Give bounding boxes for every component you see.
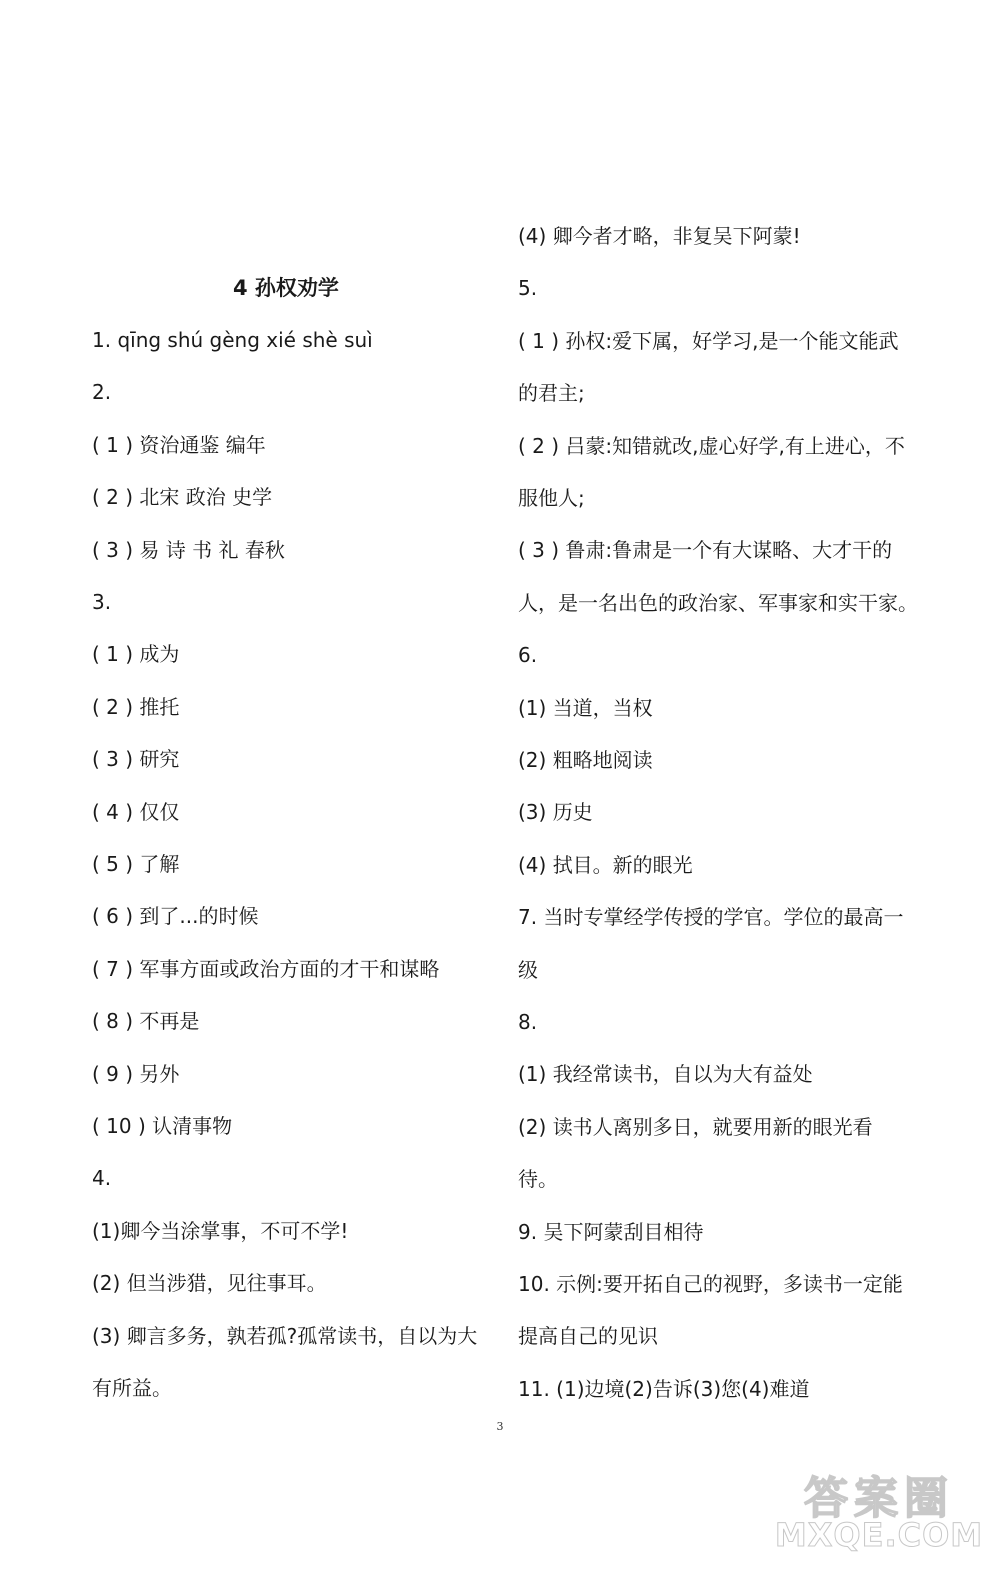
answer-line: ( 10 ) 认清事物 <box>92 1114 233 1138</box>
answer-line: ( 3 ) 易 诗 书 礼 春秋 <box>92 538 285 562</box>
answer-line: ( 8 ) 不再是 <box>92 1009 200 1033</box>
answer-line: ( 6 ) 到了...的时候 <box>92 904 259 928</box>
answer-line: ( 2 ) 吕蒙:知错就改,虚心好学,有上进心，不 <box>518 434 905 458</box>
answer-line: 11. (1)边境(2)告诉(3)您(4)难道 <box>518 1377 810 1401</box>
answer-line: 3. <box>92 590 112 614</box>
answer-line: 待。 <box>518 1167 558 1191</box>
answer-line: ( 1 ) 孙权:爱下属，好学习,是一个能文能武 <box>518 329 899 353</box>
answer-line: 有所益。 <box>92 1376 172 1400</box>
answer-line: ( 2 ) 北宋 政治 史学 <box>92 485 273 509</box>
page-number: 3 <box>496 1420 504 1433</box>
answer-line: 1. qīng shú gèng xié shè suì <box>92 328 373 352</box>
answer-line: 级 <box>518 958 538 982</box>
answer-line: (2) 读书人离别多日，就要用新的眼光看 <box>518 1115 873 1139</box>
answer-line: 人，是一名出色的政治家、军事家和实干家。 <box>518 591 918 615</box>
answer-line: 2. <box>92 380 112 404</box>
answer-line: ( 4 ) 仅仅 <box>92 800 180 824</box>
answer-line: 6. <box>518 643 538 667</box>
answer-line: 的君主; <box>518 381 585 405</box>
answer-line: ( 3 ) 鲁肃:鲁肃是一个有大谋略、大才干的 <box>518 538 893 562</box>
watermark <box>768 1462 990 1562</box>
answer-line: (4) 拭目。新的眼光 <box>518 853 693 877</box>
answer-line: ( 1 ) 资治通鉴 编年 <box>92 433 266 457</box>
answer-line: (2) 但当涉猎，见往事耳。 <box>92 1271 327 1295</box>
answer-line: 10. 示例:要开拓自己的视野，多读书一定能 <box>518 1272 903 1296</box>
answer-line: 4. <box>92 1166 112 1190</box>
answer-line: 9. 吴下阿蒙刮目相待 <box>518 1220 704 1244</box>
answer-line: (2) 粗略地阅读 <box>518 748 653 772</box>
answer-line: (1) 我经常读书，自以为大有益处 <box>518 1062 813 1086</box>
answer-line: 8. <box>518 1010 538 1034</box>
answer-line: 服他人; <box>518 486 585 510</box>
watermark-logo: 答案圈 <box>804 1473 954 1524</box>
watermark-site: MXQE.COM <box>774 1516 984 1554</box>
answer-line: ( 9 ) 另外 <box>92 1062 180 1086</box>
answer-line: 7. 当时专掌经学传授的学官。学位的最高一 <box>518 905 904 929</box>
section-title: 4 孙权劝学 <box>233 276 339 300</box>
answer-line: 提高自己的见识 <box>518 1324 658 1348</box>
answer-line: ( 2 ) 推托 <box>92 695 180 719</box>
answer-line: ( 5 ) 了解 <box>92 852 180 876</box>
answer-line: (4) 卿今者才略，非复吴下阿蒙! <box>518 224 801 248</box>
answer-line: ( 1 ) 成为 <box>92 642 180 666</box>
answer-line: ( 7 ) 军事方面或政治方面的才干和谋略 <box>92 957 440 981</box>
answer-line: (3) 历史 <box>518 800 593 824</box>
answer-line: ( 3 ) 研究 <box>92 747 180 771</box>
answer-line: 5. <box>518 276 538 300</box>
answer-line: (1) 当道，当权 <box>518 696 653 720</box>
answer-line: (3) 卿言多务，孰若孤?孤常读书，自以为大 <box>92 1324 478 1348</box>
answer-line: (1)卿今当涂掌事，不可不学! <box>92 1219 349 1243</box>
